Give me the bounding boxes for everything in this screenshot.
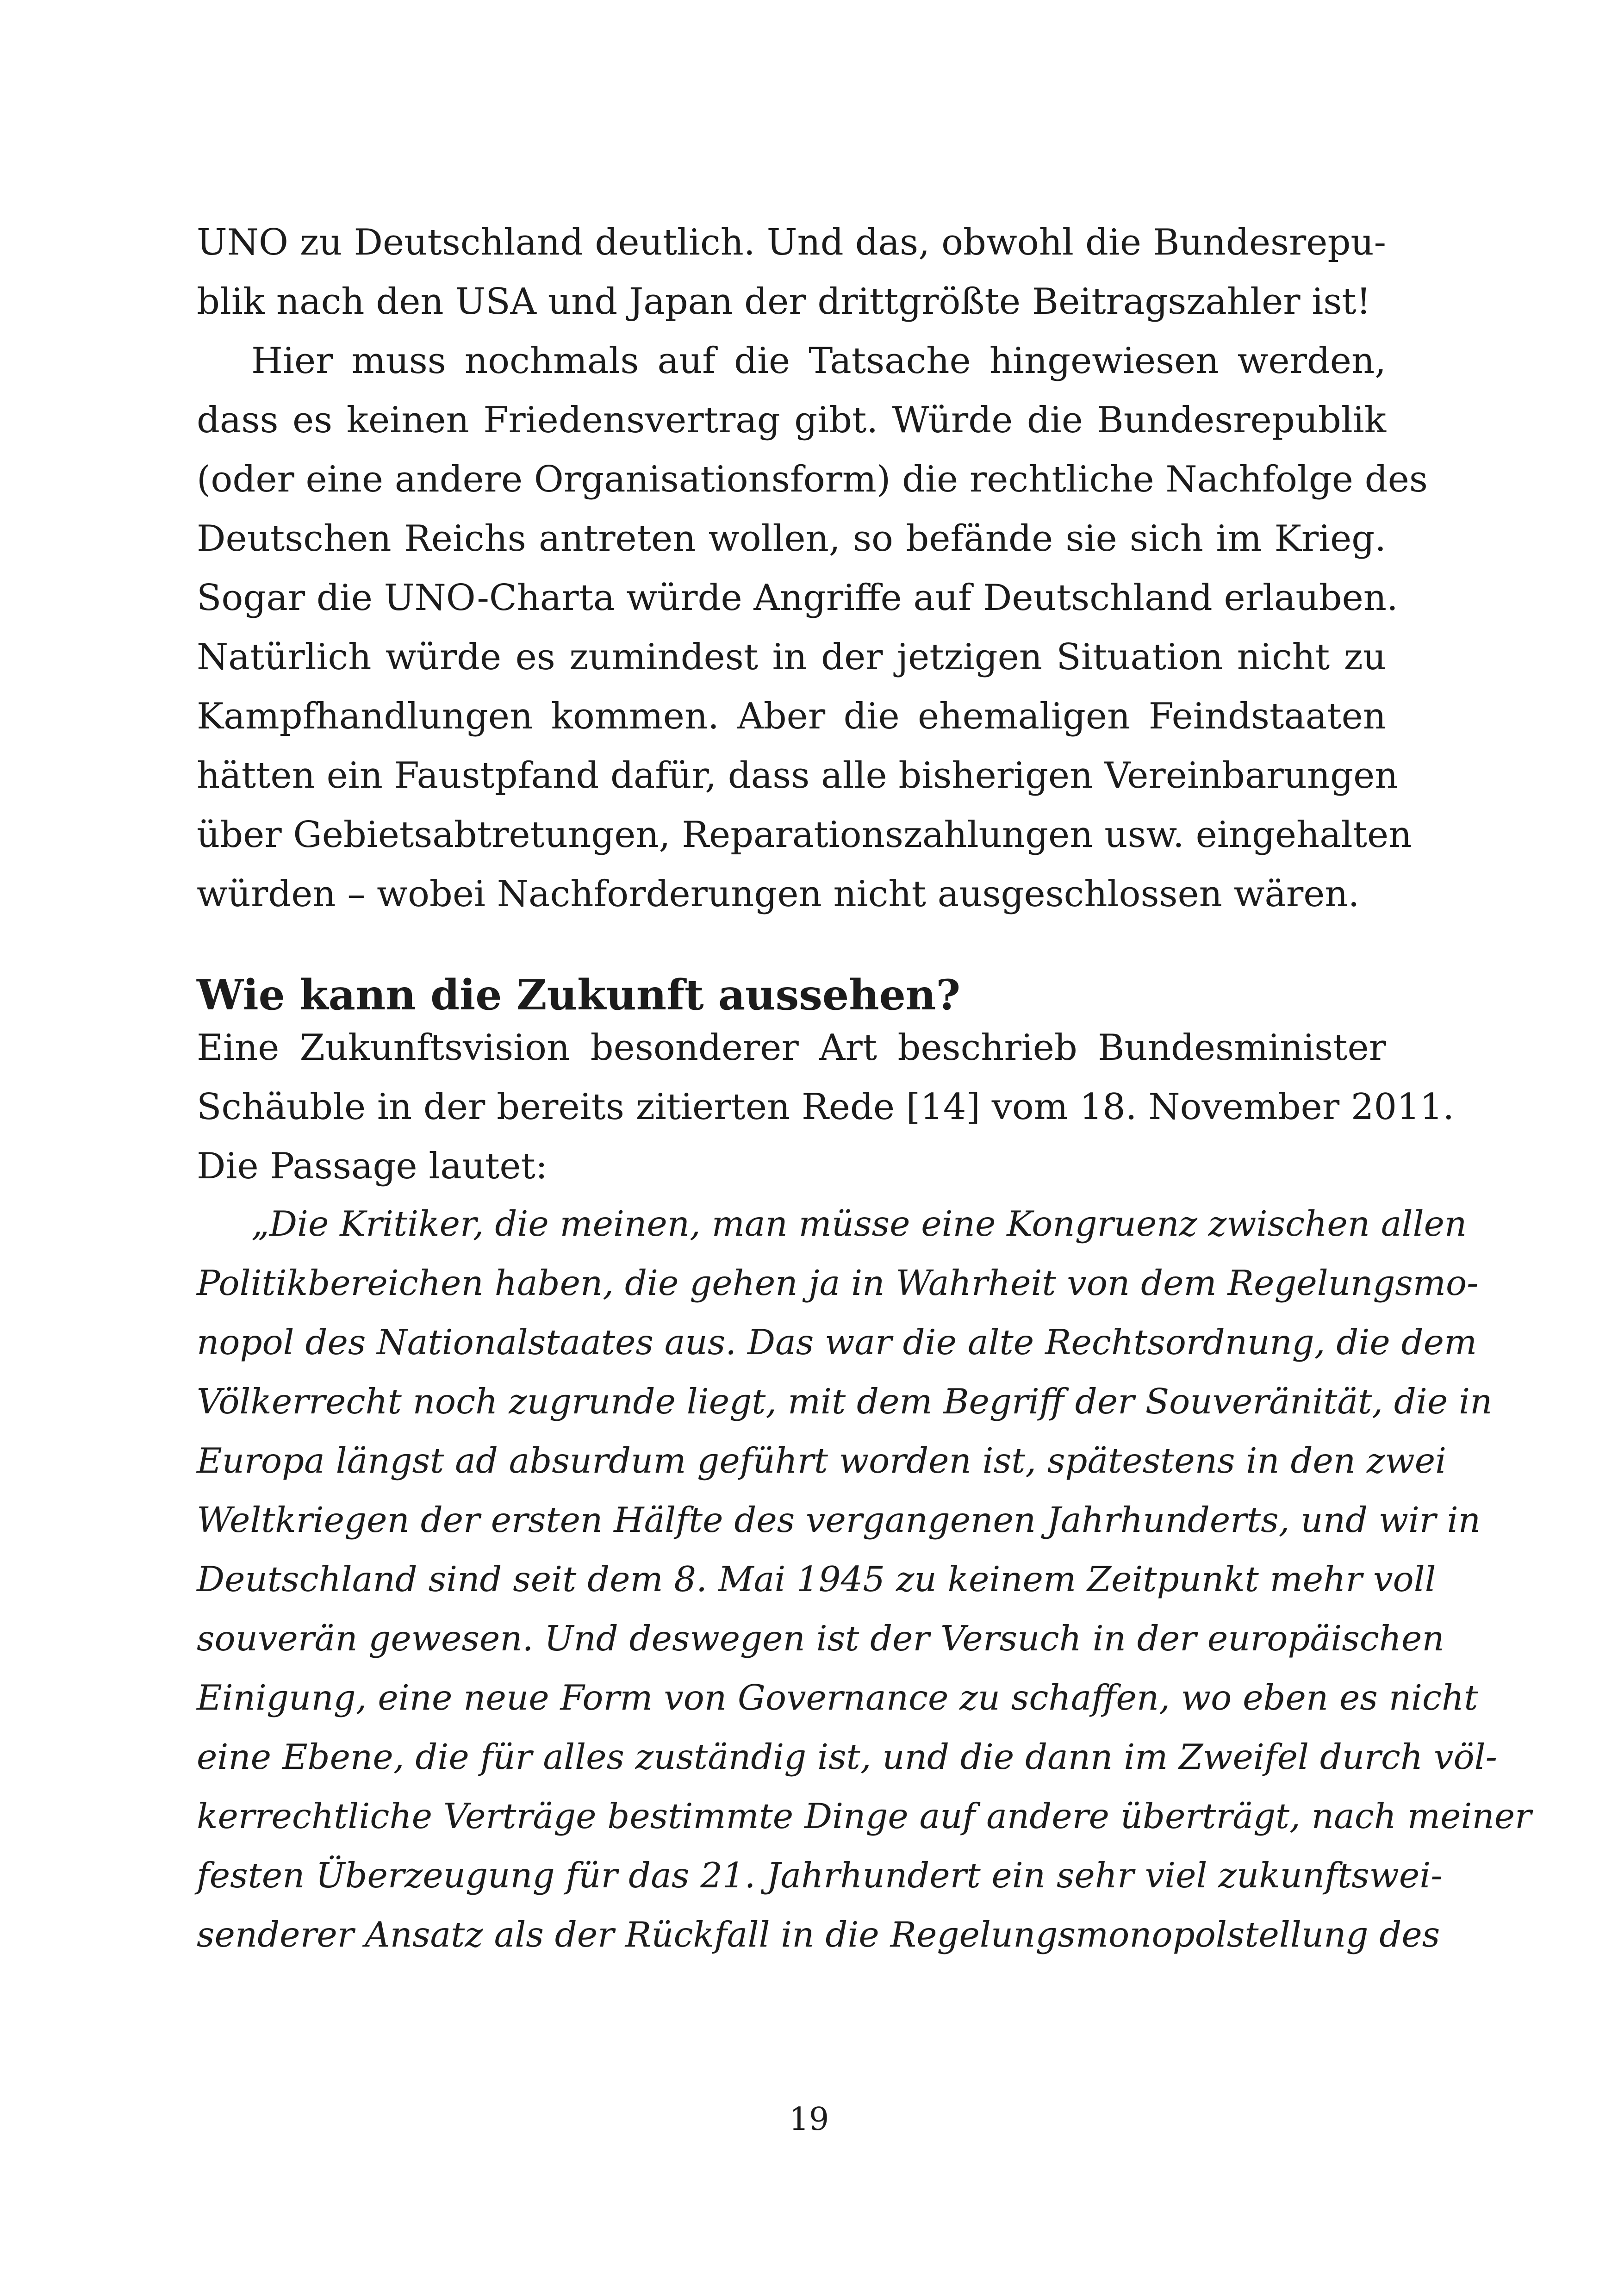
page-number: 19 xyxy=(789,2101,829,2138)
text-line: Die Passage lautet: xyxy=(197,1145,548,1187)
text-line: Deutschen Reichs antreten wollen, so befände sie sich im Krieg. xyxy=(197,518,1386,560)
text-line: dass es keinen Friedensvertrag gibt. Würde die Bundesrepublik xyxy=(197,399,1386,441)
text-line: Kampfhandlungen kommen. Aber die ehemaligen Feindstaaten xyxy=(197,696,1386,737)
quote-line: souverän gewesen. Und deswegen ist der Versuch in der europäischen xyxy=(197,1618,1444,1659)
quote-line: festen Überzeugung für das 21. Jahrhundert ein sehr viel zukunftswei- xyxy=(197,1855,1443,1896)
paragraph-continued xyxy=(197,213,1428,924)
quote-line: Politikbereichen haben, die gehen ja in Wahrheit von dem Regelungsmo- xyxy=(197,1263,1479,1303)
text-line: Sogar die UNO-Charta würde Angriffe auf Deutschland erlauben. xyxy=(197,577,1398,619)
text-line: Natürlich würde es zumindest in der jetzigen Situation nicht zu xyxy=(197,636,1386,678)
text-line: über Gebietsabtretungen, Reparationszahlungen usw. eingehalten xyxy=(197,814,1412,856)
text-line: Hier muss nochmals auf die Tatsache hingewiesen werden, xyxy=(251,340,1386,382)
text-line: hätten ein Faustpfand dafür, dass alle bisherigen Vereinbarungen xyxy=(197,755,1398,796)
paragraph-intro xyxy=(197,1018,1455,1196)
quote-line: Deutschland sind seit dem 8. Mai 1945 zu keinem Zeitpunkt mehr voll xyxy=(197,1559,1436,1599)
text-line: Eine Zukunftsvision besonderer Art beschrieb Bundesminister xyxy=(197,1027,1386,1069)
text-line: (oder eine andere Organisationsform) die rechtliche Nachfolge des xyxy=(197,459,1428,500)
quote-line: nopol des Nationalstaates aus. Das war die alte Rechtsordnung, die dem xyxy=(197,1322,1477,1363)
text-line: blik nach den USA und Japan der drittgrößte Beitragszahler ist! xyxy=(197,281,1371,323)
text-line: UNO zu Deutschland deutlich. Und das, obwohl die Bundesrepu- xyxy=(197,222,1386,263)
text-line: Schäuble in der bereits zitierten Rede [14] vom 18. November 2011. xyxy=(197,1086,1455,1128)
quote-line: Völkerrecht noch zugrunde liegt, mit dem Begriff der Souveränität, die in xyxy=(197,1381,1493,1422)
quote-line: kerrechtliche Verträge bestimmte Dinge auf andere überträgt, nach meiner xyxy=(197,1796,1531,1836)
section-heading: Wie kann die Zukunft aussehen? xyxy=(197,970,961,1020)
text-line: würden – wobei Nachforderungen nicht ausgeschlossen wären. xyxy=(197,873,1360,915)
quote-line: Weltkriegen der ersten Hälfte des vergangenen Jahrhunderts, und wir in xyxy=(197,1500,1481,1540)
quote-line: Einigung, eine neue Form von Governance zu schaffen, wo eben es nicht xyxy=(197,1677,1478,1718)
quote-line: „Die Kritiker, die meinen, man müsse eine Kongruenz zwischen allen xyxy=(251,1203,1467,1244)
block-quote xyxy=(197,1194,1531,1964)
quote-line: Europa längst ad absurdum geführt worden ist, spätestens in den zwei xyxy=(197,1440,1447,1481)
quote-line: senderer Ansatz als der Rückfall in die Regelungsmonopolstellung des xyxy=(197,1914,1440,1955)
quote-line: eine Ebene, die für alles zuständig ist, und die dann im Zweifel durch völ- xyxy=(197,1736,1498,1777)
